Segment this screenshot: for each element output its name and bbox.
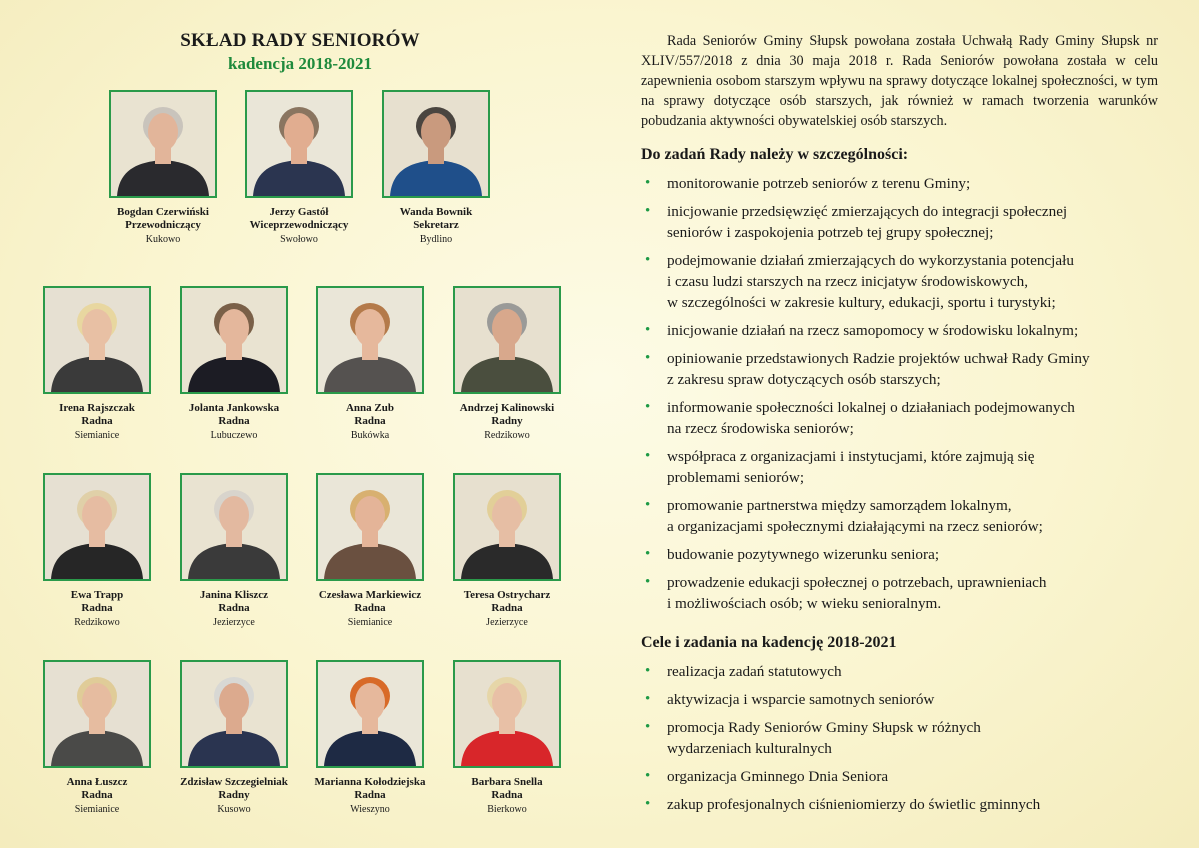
portrait-image <box>45 475 149 579</box>
member-role: Przewodniczący <box>125 219 201 231</box>
bullet-icon: • <box>645 448 651 464</box>
bullet-icon: • <box>645 203 651 219</box>
page-title: SKŁAD RADY SENIORÓW <box>180 30 420 51</box>
member-photo <box>453 660 561 768</box>
list-item: • informowanie społeczności lokalnej o działaniach podejmowanych na rzecz środowiska seniorów; <box>645 399 1075 437</box>
member-place: Jezierzyce <box>213 617 255 628</box>
portrait-image <box>455 475 559 579</box>
portrait-image <box>247 92 351 196</box>
term-subtitle: kadencja 2018-2021 <box>227 54 373 73</box>
member-role: Radna <box>81 602 113 614</box>
member-place: Kusowo <box>217 804 251 815</box>
member-place: Bukówka <box>350 430 390 441</box>
list-item: • promocja Rady Seniorów Gminy Słupsk w różnych wydarzeniach kulturalnych <box>645 719 981 757</box>
list-item: • promowanie partnerstwa między samorządem lokalnym, a organizacjami społecznymi działającymi na rzecz seniorów; <box>645 497 1043 535</box>
member-role: Sekretarz <box>413 219 459 231</box>
member-place: Wieszyno <box>350 804 390 815</box>
member-photo <box>180 660 288 768</box>
member-place: Redzikowo <box>74 617 120 628</box>
member-place: Siemianice <box>347 617 393 628</box>
member-role: Radna <box>354 415 386 427</box>
member-role: Radna <box>354 602 386 614</box>
member-photo <box>109 90 217 198</box>
member-card <box>366 90 506 246</box>
bullet-icon: • <box>645 768 651 784</box>
goals-list <box>641 661 1158 815</box>
member-photo <box>245 90 353 198</box>
member-name: Janina Kliszcz <box>199 589 269 601</box>
bullet-icon: • <box>645 399 651 415</box>
member-photo <box>43 473 151 581</box>
member-name: Ewa Trapp <box>70 589 124 601</box>
portrait-image <box>45 662 149 766</box>
member-card <box>27 473 167 629</box>
bullet-icon: • <box>645 175 651 191</box>
bullet-icon: • <box>645 350 651 366</box>
member-photo <box>453 286 561 394</box>
member-place: Swołowo <box>280 234 318 245</box>
bullet-icon: • <box>645 546 651 562</box>
member-photo <box>316 473 424 581</box>
portrait-image <box>182 662 286 766</box>
member-name: Bogdan Czerwiński <box>117 206 209 218</box>
member-card <box>164 286 304 442</box>
member-name: Jolanta Jankowska <box>188 402 280 414</box>
member-card <box>437 286 577 442</box>
member-card <box>27 660 167 816</box>
portrait-image <box>182 475 286 579</box>
member-name: Wanda Bownik <box>399 206 473 218</box>
list-item: • współpraca z organizacjami i instytucjami, które zajmują się problemami seniorów; <box>645 448 1035 486</box>
list-item: • zakup profesjonalnych ciśnieniomierzy do świetlic gminnych <box>645 796 1041 813</box>
list-item: • organizacja Gminnego Dnia Seniora <box>645 768 889 785</box>
list-item: • podejmowanie działań zmierzających do wykorzystania potencjału i czasu ludzi starszych na rzecz inicjatyw środowiskowych, w szczególności w zakresie kultury, edukacji, sportu i turystyki; <box>645 252 1074 311</box>
member-role: Radna <box>218 602 250 614</box>
member-card <box>164 660 304 816</box>
bullet-icon: • <box>645 322 651 338</box>
member-name: Irena Rajszczak <box>59 402 135 414</box>
member-place: Redzikowo <box>484 430 530 441</box>
member-name: Anna Łuszcz <box>66 776 128 788</box>
member-role: Radna <box>81 789 113 801</box>
member-place: Bierkowo <box>487 804 527 815</box>
portrait-image <box>455 662 559 766</box>
portrait-image <box>455 288 559 392</box>
bullet-icon: • <box>645 691 651 707</box>
list-item: • opiniowanie przedstawionych Radzie projektów uchwał Rady Gminy z zakresu spraw dotyczących osób starszych; <box>645 350 1090 388</box>
bullet-icon: • <box>645 663 651 679</box>
member-role: Radna <box>218 415 250 427</box>
member-name: Anna Zub <box>345 402 394 414</box>
member-place: Siemianice <box>74 430 120 441</box>
member-place: Jezierzyce <box>486 617 528 628</box>
list-item: • budowanie pozytywnego wizerunku seniora; <box>645 546 940 563</box>
member-name: Zdzisław Szczegielniak <box>180 776 288 788</box>
member-place: Siemianice <box>74 804 120 815</box>
member-card <box>164 473 304 629</box>
member-role: Radna <box>354 789 386 801</box>
list-item: • realizacja zadań statutowych <box>645 663 842 680</box>
member-card <box>437 660 577 816</box>
member-card <box>229 90 369 246</box>
portrait-image <box>318 475 422 579</box>
list-item: • inicjowanie działań na rzecz samopomocy w środowisku lokalnym; <box>645 322 1079 339</box>
member-name: Andrzej Kalinowski <box>459 402 555 414</box>
bullet-icon: • <box>645 719 651 735</box>
portrait-image <box>111 92 215 196</box>
member-name: Jerzy Gastół <box>269 206 329 218</box>
member-role: Radna <box>491 789 523 801</box>
member-card <box>93 90 233 246</box>
portrait-image <box>318 662 422 766</box>
member-photo <box>453 473 561 581</box>
bullet-icon: • <box>645 497 651 513</box>
member-role: Radny <box>491 415 523 427</box>
list-item: • monitorowanie potrzeb seniorów z terenu Gminy; <box>645 175 971 192</box>
member-photo <box>43 660 151 768</box>
intro-paragraph: Rada Seniorów Gminy Słupsk powołana została Uchwałą Rady Gminy Słupsk nr XLIV/557/2018 z dnia 30 maja 2018 r. Rada Seniorów powołana została w celu zapewnienia osobom starszym wpływu na sprawy dotyczące lokalnej społeczności, w tym na sprawy dotyczące osób starszych, jak również w ramach tworzenia warunków pobudzania aktywności obywatelskiej osób starszych. <box>641 33 1158 129</box>
portrait-image <box>318 288 422 392</box>
member-photo <box>316 286 424 394</box>
portrait-image <box>182 288 286 392</box>
member-photo <box>43 286 151 394</box>
portrait-image <box>45 288 149 392</box>
member-role: Radny <box>218 789 250 801</box>
member-card <box>300 473 440 629</box>
member-card <box>300 660 440 816</box>
member-photo <box>382 90 490 198</box>
bullet-icon: • <box>645 252 651 268</box>
list-item: • prowadzenie edukacji społecznej o potrzebach, uprawnieniach i możliwościach osób; w wieku senioralnym. <box>645 574 1047 612</box>
list-item: • inicjowanie przedsięwzięć zmierzających do integracji społecznej seniorów i zaspokojenia potrzeb tej grupy społecznej; <box>645 203 1068 241</box>
member-photo <box>180 473 288 581</box>
member-photo <box>316 660 424 768</box>
member-role: Wiceprzewodniczący <box>249 219 349 231</box>
tasks-heading: Do zadań Rady należy w szczególności: <box>641 146 909 163</box>
member-name: Marianna Kołodziejska <box>314 776 426 788</box>
member-role: Radna <box>81 415 113 427</box>
tasks-list <box>641 173 1158 614</box>
member-place: Bydlino <box>419 234 453 245</box>
member-photo <box>180 286 288 394</box>
portrait-image <box>384 92 488 196</box>
member-card <box>437 473 577 629</box>
member-name: Barbara Snella <box>471 776 543 788</box>
goals-heading: Cele i zadania na kadencję 2018-2021 <box>641 634 897 651</box>
member-name: Teresa Ostrycharz <box>463 589 551 601</box>
member-place: Lubuczewo <box>210 430 258 441</box>
member-role: Radna <box>491 602 523 614</box>
list-item: • aktywizacja i wsparcie samotnych seniorów <box>645 691 935 708</box>
bullet-icon: • <box>645 574 651 590</box>
member-card <box>27 286 167 442</box>
member-name: Czesława Markiewicz <box>318 589 422 601</box>
bullet-icon: • <box>645 796 651 812</box>
member-place: Kukowo <box>145 234 181 245</box>
member-card <box>300 286 440 442</box>
